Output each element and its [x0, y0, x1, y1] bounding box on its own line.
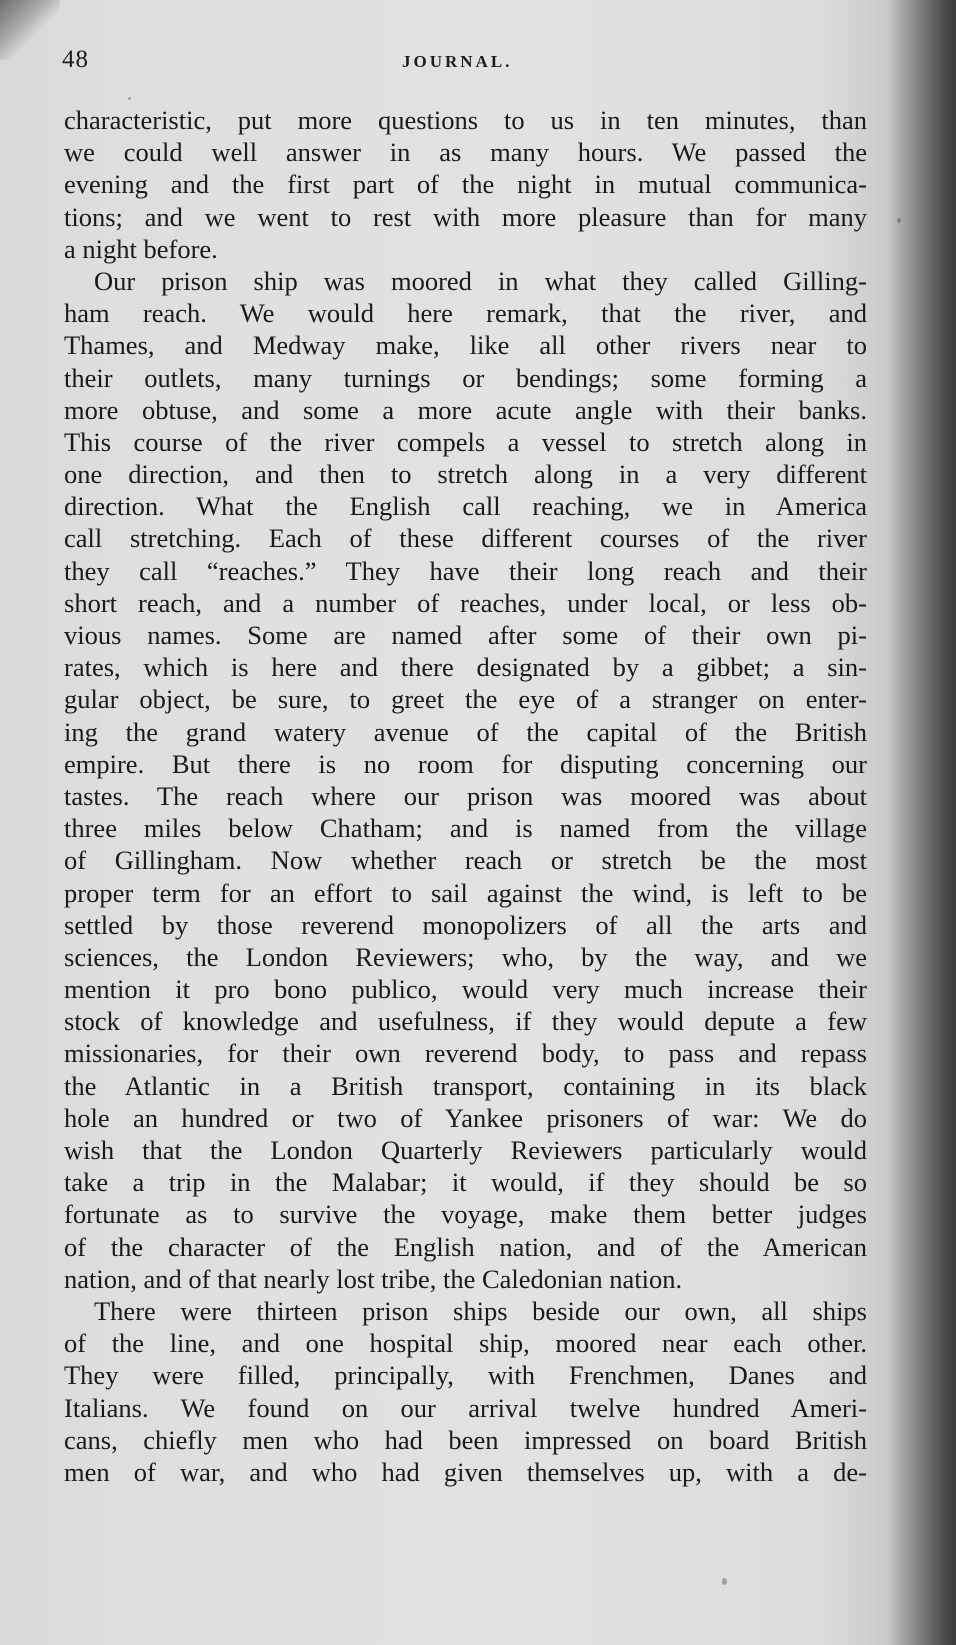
body-text: [64, 104, 867, 1488]
text-line: take a trip in the Malabar; it would, if they should be so: [64, 1167, 867, 1198]
paper-speck: [897, 218, 901, 223]
text-line: Our prison ship was moored in what they called Gilling-: [94, 265, 867, 296]
text-line: ham reach. We would here remark, that the river, and: [64, 298, 867, 329]
text-line: direction. What the English call reaching, we in America: [64, 491, 867, 522]
text-line: nation, and of that nearly lost tribe, the Caledonian nation.: [64, 1263, 683, 1294]
folded-page-corner: [0, 0, 60, 60]
text-line: Thames, and Medway make, like all other rivers near to: [64, 330, 867, 361]
text-line: the Atlantic in a British transport, containing in its black: [64, 1070, 867, 1101]
text-line: one direction, and then to stretch along in a very different: [64, 459, 867, 490]
text-line: They were filled, principally, with Frenchmen, Danes and: [64, 1360, 867, 1391]
text-line: tions; and we went to rest with more pleasure than for many: [64, 201, 867, 232]
running-head: JOURNAL.: [402, 52, 513, 71]
text-line: characteristic, put more questions to us in ten minutes, than: [64, 105, 867, 135]
text-line: three miles below Chatham; and is named from the village: [64, 813, 867, 844]
text-line: fortunate as to survive the voyage, make them better judges: [64, 1199, 867, 1230]
text-line: a night before.: [64, 233, 218, 264]
text-line: they call “reaches.” They have their long reach and their: [64, 555, 867, 586]
text-line: their outlets, many turnings or bendings; some forming a: [64, 362, 867, 393]
text-line: There were thirteen prison ships beside our own, all ships: [94, 1295, 867, 1326]
text-line: vious names. Some are named after some of their own pi-: [64, 620, 867, 650]
text-line: stock of knowledge and usefulness, if they would depute a few: [64, 1006, 867, 1037]
text-line: hole an hundred or two of Yankee prisoners of war: We do: [64, 1102, 867, 1133]
text-line: sciences, the London Reviewers; who, by the way, and we: [64, 941, 867, 972]
binding-shadow: [886, 0, 956, 1645]
text-line: evening and the first part of the night in mutual communica-: [64, 169, 867, 200]
text-line: proper term for an effort to sail against the wind, is left to be: [64, 877, 867, 908]
text-line: gular object, be sure, to greet the eye of a stranger on enter-: [64, 684, 867, 715]
text-line: of Gillingham. Now whether reach or stretch be the most: [64, 845, 867, 876]
text-line: more obtuse, and some a more acute angle with their banks.: [64, 394, 867, 425]
text-line: missionaries, for their own reverend body, to pass and repass: [64, 1038, 867, 1069]
text-line: Italians. We found on our arrival twelve hundred Ameri-: [64, 1392, 867, 1423]
page-header: [62, 46, 870, 80]
text-line: tastes. The reach where our prison was moored was about: [64, 780, 867, 811]
text-line: cans, chiefly men who had been impressed on board British: [64, 1424, 867, 1455]
text-line: wish that the London Quarterly Reviewers particularly would: [64, 1135, 867, 1165]
text-line: empire. But there is no room for disputing concerning our: [64, 748, 867, 779]
paper-speck: [128, 97, 131, 100]
text-line: settled by those reverend monopolizers of all the arts and: [64, 909, 867, 940]
text-line: This course of the river compels a vessel to stretch along in: [64, 426, 867, 457]
text-line: of the character of the English nation, and of the American: [64, 1231, 867, 1262]
text-line: mention it pro bono publico, would very much increase their: [64, 974, 867, 1005]
text-line: ing the grand watery avenue of the capital of the British: [64, 716, 867, 747]
text-line: call stretching. Each of these different courses of the river: [64, 523, 867, 554]
text-line: of the line, and one hospital ship, moored near each other.: [64, 1328, 867, 1359]
text-line: men of war, and who had given themselves up, with a de-: [64, 1456, 867, 1487]
text-line: short reach, and a number of reaches, under local, or less ob-: [64, 587, 867, 618]
text-line: rates, which is here and there designated by a gibbet; a sin-: [64, 652, 867, 683]
paper-speck: [722, 1578, 727, 1585]
text-line: we could well answer in as many hours. We passed the: [64, 137, 867, 168]
page-number: 48: [62, 46, 89, 73]
